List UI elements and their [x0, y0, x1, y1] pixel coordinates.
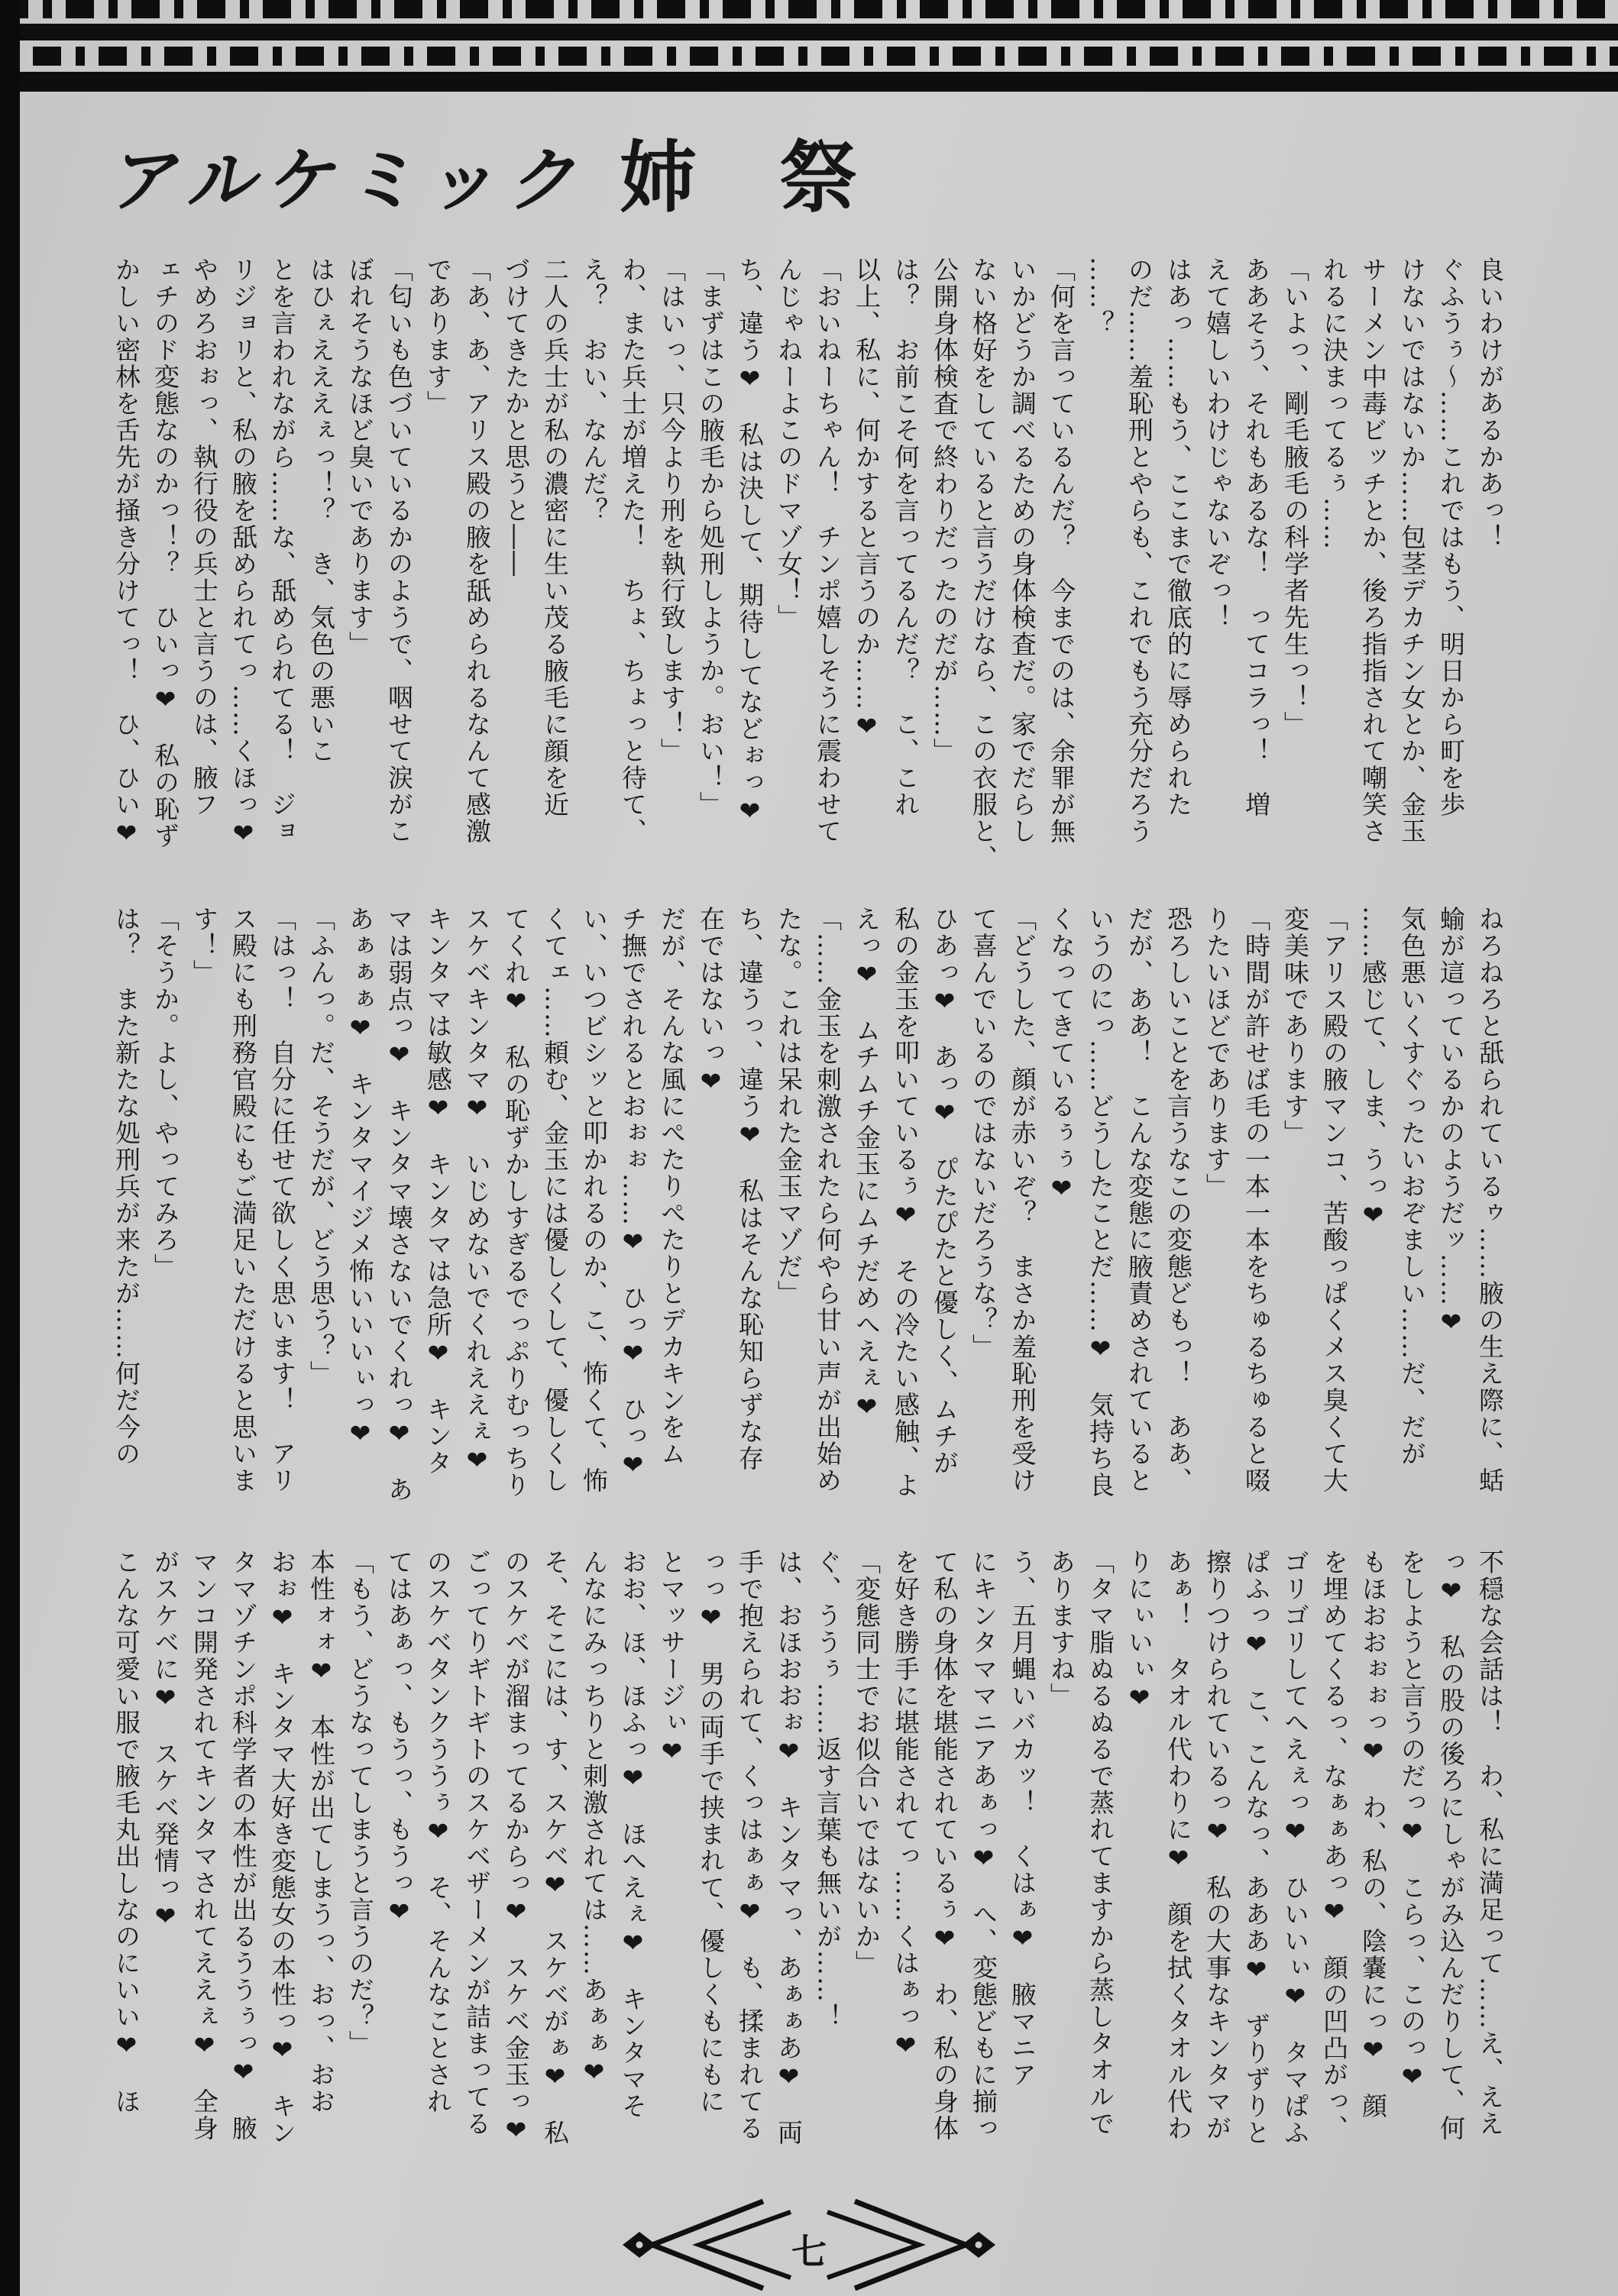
text-column: んなにみっちりと刺激されては……あぁぁ❤ — [579, 1549, 609, 2088]
text-column: っ❤ 私の股の後ろにしゃがみ込んだりして、何 — [1436, 1549, 1466, 2142]
text-column: 不穏な会話は！ わ、私に満足って……え、ええ — [1475, 1549, 1505, 2137]
text-column: キンタマは敏感❤ キンタマは急所❤ キンタ — [423, 906, 453, 1476]
text-column: ぱふっ❤ こ、こんなっ、あああ❤ ずりずりと — [1241, 1549, 1271, 2146]
text-column: もほおおぉぉっ❤ わ、私の、陰嚢にっ❤ 顔 — [1358, 1549, 1388, 2120]
text-column: ぼれそうなほど臭いであります」 — [345, 257, 375, 658]
text-column: 恐ろしいことを言うなこの変態どもっ！ ああ、 — [1163, 906, 1193, 1494]
text-column: かしい密林を舌先が掻き分けてっ！ ひ、ひい❤ — [112, 257, 141, 849]
footer — [610, 2197, 1008, 2293]
text-band-top — [107, 257, 1510, 879]
text-column: そ、そこには、す、スケベ❤ スケベがぁ❤ 私 — [540, 1549, 570, 2146]
text-column: えて嬉しいわけじゃないぞっ！ — [1202, 257, 1232, 631]
text-column: え？ おい、なんだ？ — [579, 257, 609, 524]
text-column: とマッサージぃ❤ — [657, 1549, 687, 1767]
text-column: 「もう、どうなってしまうと言うのだ？」 — [345, 1549, 375, 2057]
text-column: づけてきたかと思うと―― — [501, 257, 531, 577]
text-column: スケベキンタマ❤ いじめないでくれええぇ❤ — [462, 906, 492, 1476]
text-column: れるに決まってるぅ…… — [1319, 257, 1349, 551]
text-column: ねろねろと舐られているゥ……腋の生え際に、蛞 — [1475, 906, 1505, 1494]
text-column: 「いよっ、剛毛腋毛の科学者先生っ！」 — [1280, 257, 1310, 738]
text-column: わ、また兵士が増えた！ ちょ、ちょっと待て、 — [618, 257, 648, 845]
text-column: のスケベタンクううぅ❤ そ、そんなことされ — [423, 1549, 453, 2115]
top-border-solid-bar-2 — [0, 72, 1618, 92]
text-column: のだ……羞恥刑とやらも、これでもう充分だろう — [1125, 257, 1154, 845]
text-column: ゴリゴリしてへえぇっ❤ ひいいぃ❤ タマぱふ — [1280, 1549, 1310, 2146]
text-column: ひあっ❤ あっ❤ ぴたぴたと優しく、ムチが — [930, 906, 959, 1476]
text-column: いうのにっ……どうしたことだ……❤ 気持ち良 — [1086, 906, 1115, 1499]
text-column: だが、ああ！ こんな変態に腋責めされていると — [1125, 906, 1154, 1494]
text-column: 以上、私に、何かすると言うのか……❤ — [852, 257, 882, 742]
text-band-middle — [107, 906, 1510, 1534]
text-column: てはあぁっ、もうっ、もうっ❤ — [384, 1549, 414, 1928]
text-column: ぐ、ううぅ……返す言葉も無いが……！ — [813, 1549, 843, 2030]
page-number: 七 — [791, 2231, 827, 2272]
text-column: 二人の兵士が私の濃密に生い茂る腋毛に顔を近 — [540, 257, 570, 818]
text-column: のスケベが溜まってるからっ❤ スケベ金玉っ❤ — [501, 1549, 531, 2146]
text-column: やめろおぉっ、執行役の兵士と言うのは、腋フ — [189, 257, 219, 818]
text-column: 変美味であります」 — [1280, 906, 1310, 1146]
top-border-solid-bar-1 — [0, 24, 1618, 40]
text-column: 「変態同士でお似合いではないか」 — [852, 1549, 882, 1977]
text-column: くなってきているぅぅ❤ — [1047, 906, 1076, 1205]
text-column: っっ❤ 男の両手で挟まれて、優しくもにもに — [696, 1549, 726, 2115]
text-column: 「あ、あ、アリス殿の腋を舐められるなんて感激 — [462, 257, 492, 845]
text-column: 「はっ！ 自分に任せて欲しく思います！ アリ — [267, 906, 297, 1494]
top-border-checker-row-2 — [0, 47, 1618, 66]
text-column: はあっ……もう、ここまで徹底的に辱められた — [1163, 257, 1193, 818]
top-border-checker-row-1 — [0, 0, 1618, 18]
text-column: 「ふんっ。だ、そうだが、どう思う？」 — [306, 906, 336, 1387]
text-column: 「匂いも色づいているかのようで、咽せて涙がこ — [384, 257, 414, 845]
text-column: 「タマ脂ぬるぬるで蒸れてますから蒸しタオルで — [1086, 1549, 1115, 2137]
text-column: ェチのド変態なのかっ！？ ひいっ❤ 私の恥ず — [150, 257, 180, 849]
title-kanji: 姉 祭 — [619, 132, 885, 224]
text-column: ない格好をしていると言うだけなら、この衣服と、 — [969, 257, 998, 872]
text-column: 公開身体検査で終わりだったのだが……」 — [930, 257, 959, 765]
text-column: ありますね」 — [1047, 1549, 1076, 1709]
text-column: たな。これは呆れた金玉マゾだ」 — [774, 906, 804, 1307]
text-column: けないではないか……包茎デカチン女とか、金玉 — [1397, 257, 1427, 845]
text-column: 「どうした、顔が赤いぞ？ まさか羞恥刑を受け — [1008, 906, 1037, 1494]
text-column: おぉ❤ キンタマ大好き変態女の本性っ❤ キン — [267, 1549, 297, 2146]
text-column: 「おいねーちゃん！ チンポ嬉しそうに震わせて — [813, 257, 843, 845]
text-column: を好き勝手に堪能されてっ……くはぁっ❤ — [891, 1549, 921, 2062]
text-column: 良いわけがあるかあっ！ — [1475, 257, 1505, 551]
text-column: ス殿にも刑務官殿にもご満足いただけると思いま — [228, 906, 258, 1494]
text-column: て私の身体を堪能されているぅ❤ わ、私の身体 — [930, 1549, 959, 2142]
text-column: 在ではないっ❤ — [696, 906, 726, 1098]
text-column: おお、ほ、ほふっ❤ ほへえぇ❤ キンタマそ — [618, 1549, 648, 2120]
text-column: だが、そんな風にぺたりぺたりとデカキンをム — [657, 906, 687, 1467]
text-column: にキンタママニアあぁっ❤ へ、変態どもに揃っ — [969, 1549, 998, 2142]
text-column: であります」 — [423, 257, 453, 417]
text-band-bottom — [107, 1549, 1510, 2181]
text-column: 手で抱えられて、くっはぁぁ❤ も、揉まれてる — [735, 1549, 765, 2142]
text-column: 「何を言っているんだ？ 今までのは、余罪が無 — [1047, 257, 1076, 845]
text-column: 擦りつけられているっ❤ 私の大事なキンタマが — [1202, 1549, 1232, 2142]
text-column: えっ❤ ムチムチ金玉にムチだめへえぇ❤ — [852, 906, 882, 1423]
text-column: ……感じて、しま、うっ❤ — [1358, 906, 1388, 1231]
text-column: を埋めてくるっ、なぁぁあっ❤ 顔の凹凸がっ、 — [1319, 1549, 1349, 2142]
text-column: マは弱点っ❤ キンタマ壊さないでくれっ❤ あ — [384, 906, 414, 1503]
text-column: がスケベに❤ スケベ発情っ❤ — [150, 1549, 180, 1932]
text-column: は？ また新たな処刑兵が来たが……何だ今の — [112, 906, 141, 1467]
text-column: こんな可愛い服で腋毛丸出しなのにいい❤ ほ — [112, 1549, 141, 2115]
title-katakana: アルケミック — [105, 139, 600, 222]
text-column: サーメン中毒ビッチとか、後ろ指指されて嘲笑さ — [1358, 257, 1388, 845]
text-column: 「そうか。よし、やってみろ」 — [150, 906, 180, 1280]
text-column: マンコ開発されてキンタマされてええぇ❤ 全身 — [189, 1549, 219, 2142]
text-column: くてェ……頼む、金玉には優しくして、優しくし — [540, 906, 570, 1494]
text-column: はひぇえええぇっ！？ き、気色の悪いこ — [306, 257, 336, 765]
text-column: 蝓が這っているかのようだッ……❤ — [1436, 906, 1466, 1338]
text-column: ち、違うっ、違う❤ 私はそんな恥知らずな存 — [735, 906, 765, 1472]
text-column: てくれ❤ 私の恥ずかしすぎるでっぷりむっちり — [501, 906, 531, 1499]
text-column: りにぃいぃ❤ — [1125, 1549, 1154, 1714]
text-column: 「時間が許せば毛の一本一本をちゅるちゅると啜 — [1241, 906, 1271, 1494]
text-column: いかどうか調べるための身体検査だ。家でだらし — [1008, 257, 1037, 845]
text-column: あぁ！ タオル代わりに❤ 顔を拭くタオル代わ — [1163, 1549, 1193, 2142]
left-scan-edge — [0, 0, 20, 2296]
text-column: ち、違う❤ 私は決して、期待してなどぉっ❤ — [735, 257, 765, 827]
text-column: ぐふうぅ～……これではもう、明日から町を歩 — [1436, 257, 1466, 818]
text-column: をしようと言うのだっ❤ こらっ、このっ❤ — [1397, 1549, 1427, 2093]
text-column: とを言われながら……な、舐められてる！ ジョ — [267, 257, 297, 845]
text-column: 本性ォォ❤ 本性が出てしまうっ、おっ、おお — [306, 1549, 336, 2115]
text-column: 「……金玉を刺激されたら何やら甘い声が出始め — [813, 906, 843, 1494]
text-column: は？ お前こそ何を言ってるんだ？ こ、これ — [891, 257, 921, 818]
text-column: 私の金玉を叩いているぅ❤ その冷たい感触、よ — [891, 906, 921, 1499]
text-column: チ撫でされるとおぉぉ……❤ ひっ❤ ひっ❤ — [618, 906, 648, 1481]
text-column: 「まずはこの腋毛から処刑しようか。おい！」 — [696, 257, 726, 818]
text-column: て喜んでいるのではないだろうな？」 — [969, 906, 998, 1360]
text-column: んじゃねーよこのドマゾ女！」 — [774, 257, 804, 631]
text-column: は、おほおおぉ❤ キンタマっ、あぁぁあ❤ 両 — [774, 1549, 804, 2146]
text-column: ……？ — [1086, 257, 1115, 337]
page-title — [105, 116, 885, 228]
text-column: 気色悪いくすぐったいおぞましい……だ、だが — [1397, 906, 1427, 1467]
text-column: う、五月蝿いバカッ！ くはぁ❤ 腋マニア — [1008, 1549, 1037, 2088]
text-column: ああそう、それもあるな！ ってコラっ！ 増 — [1241, 257, 1271, 818]
text-column: 「アリス殿の腋マンコ、苦酸っぱくメス臭くて大 — [1319, 906, 1349, 1494]
text-column: す！」 — [189, 906, 219, 986]
text-column: タマゾチンポ科学者の本性が出るううぅっ❤ 腋 — [228, 1549, 258, 2142]
text-column: ごってりギトギトのスケベザーメンが詰まってる — [462, 1549, 492, 2137]
text-column: りたいほどであります」 — [1202, 906, 1232, 1200]
text-column: あぁぁぁ❤ キンタマイジメ怖いいいぃっ❤ — [345, 906, 375, 1450]
text-column: リジョリと、私の腋を舐められてっ……くほっ❤ — [228, 257, 258, 849]
text-column: 「はいっ、只今より刑を執行致します！」 — [657, 257, 687, 765]
text-column: い、いつビシッと叩かれるのか、こ、怖くて、怖 — [579, 906, 609, 1494]
